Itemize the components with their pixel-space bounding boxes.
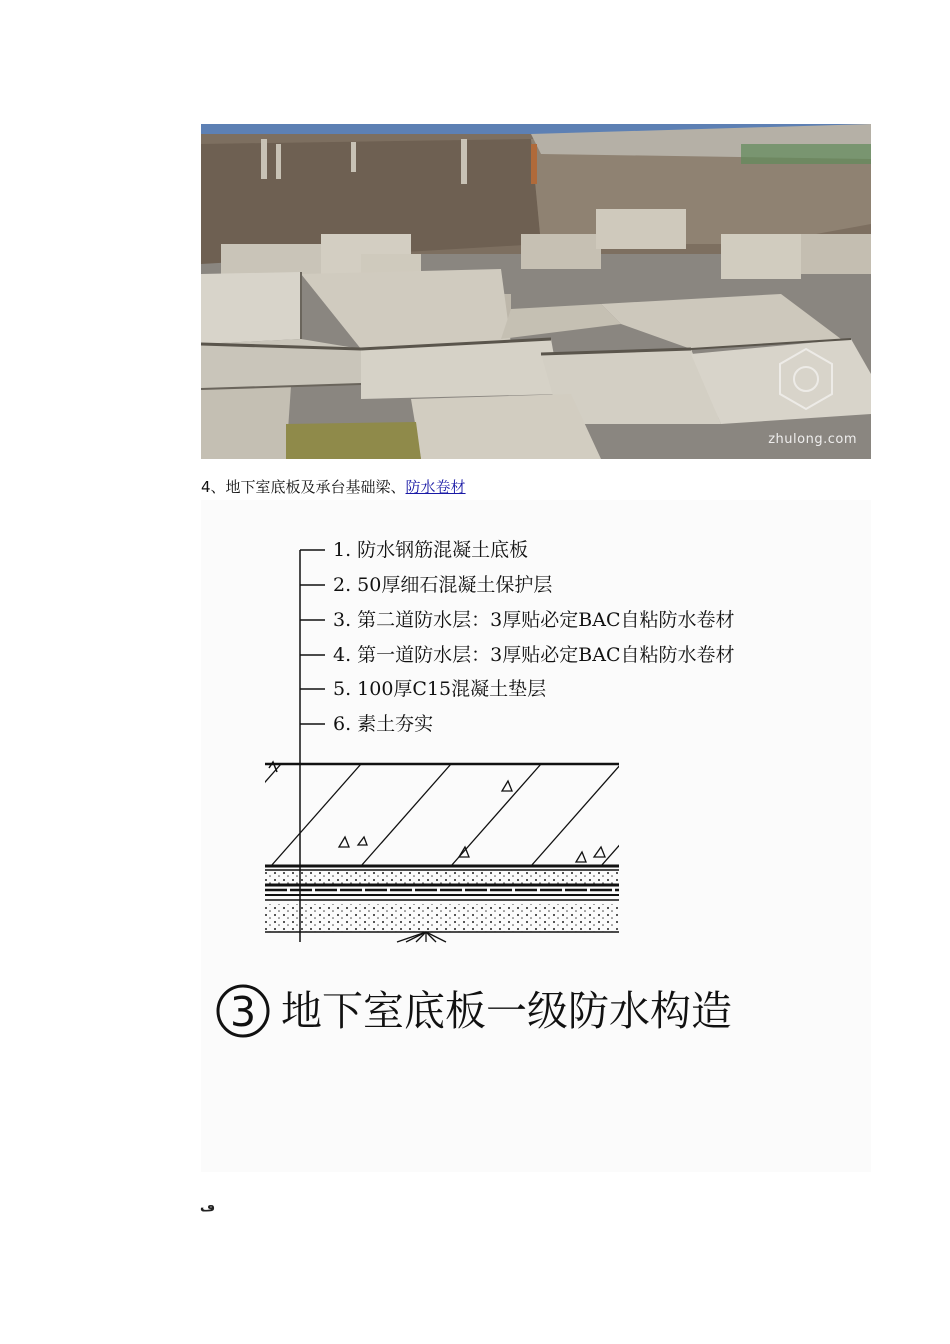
caption-text: 4、地下室底板及承台基础梁、 [201,478,406,496]
waterproofing-detail-diagram [201,500,871,1172]
section-caption [201,476,466,497]
layer-label-1: 1. 防水钢筋混凝土底板 [333,539,529,561]
page-mark: ڡ [200,1200,216,1215]
layer-label-5: 5. 100厚C15混凝土垫层 [333,678,547,700]
layer-label-6: 6. 素土夯实 [333,713,434,735]
diagram-title: 地下室底板一级防水构造 [281,987,732,1035]
diagram-title-number: 3 [229,988,257,1036]
layer-label-4: 4. 第一道防水层：3厚贴必定BAC自粘防水卷材 [333,644,735,666]
construction-site-photo [201,124,871,459]
watermark-text: zhulong.com [768,432,857,447]
layer-label-2: 2. 50厚细石混凝土保护层 [333,574,553,596]
waterproof-membrane-link[interactable]: 防水卷材 [405,478,466,496]
layer-label-3: 3. 第二道防水层：3厚贴必定BAC自粘防水卷材 [333,609,735,631]
